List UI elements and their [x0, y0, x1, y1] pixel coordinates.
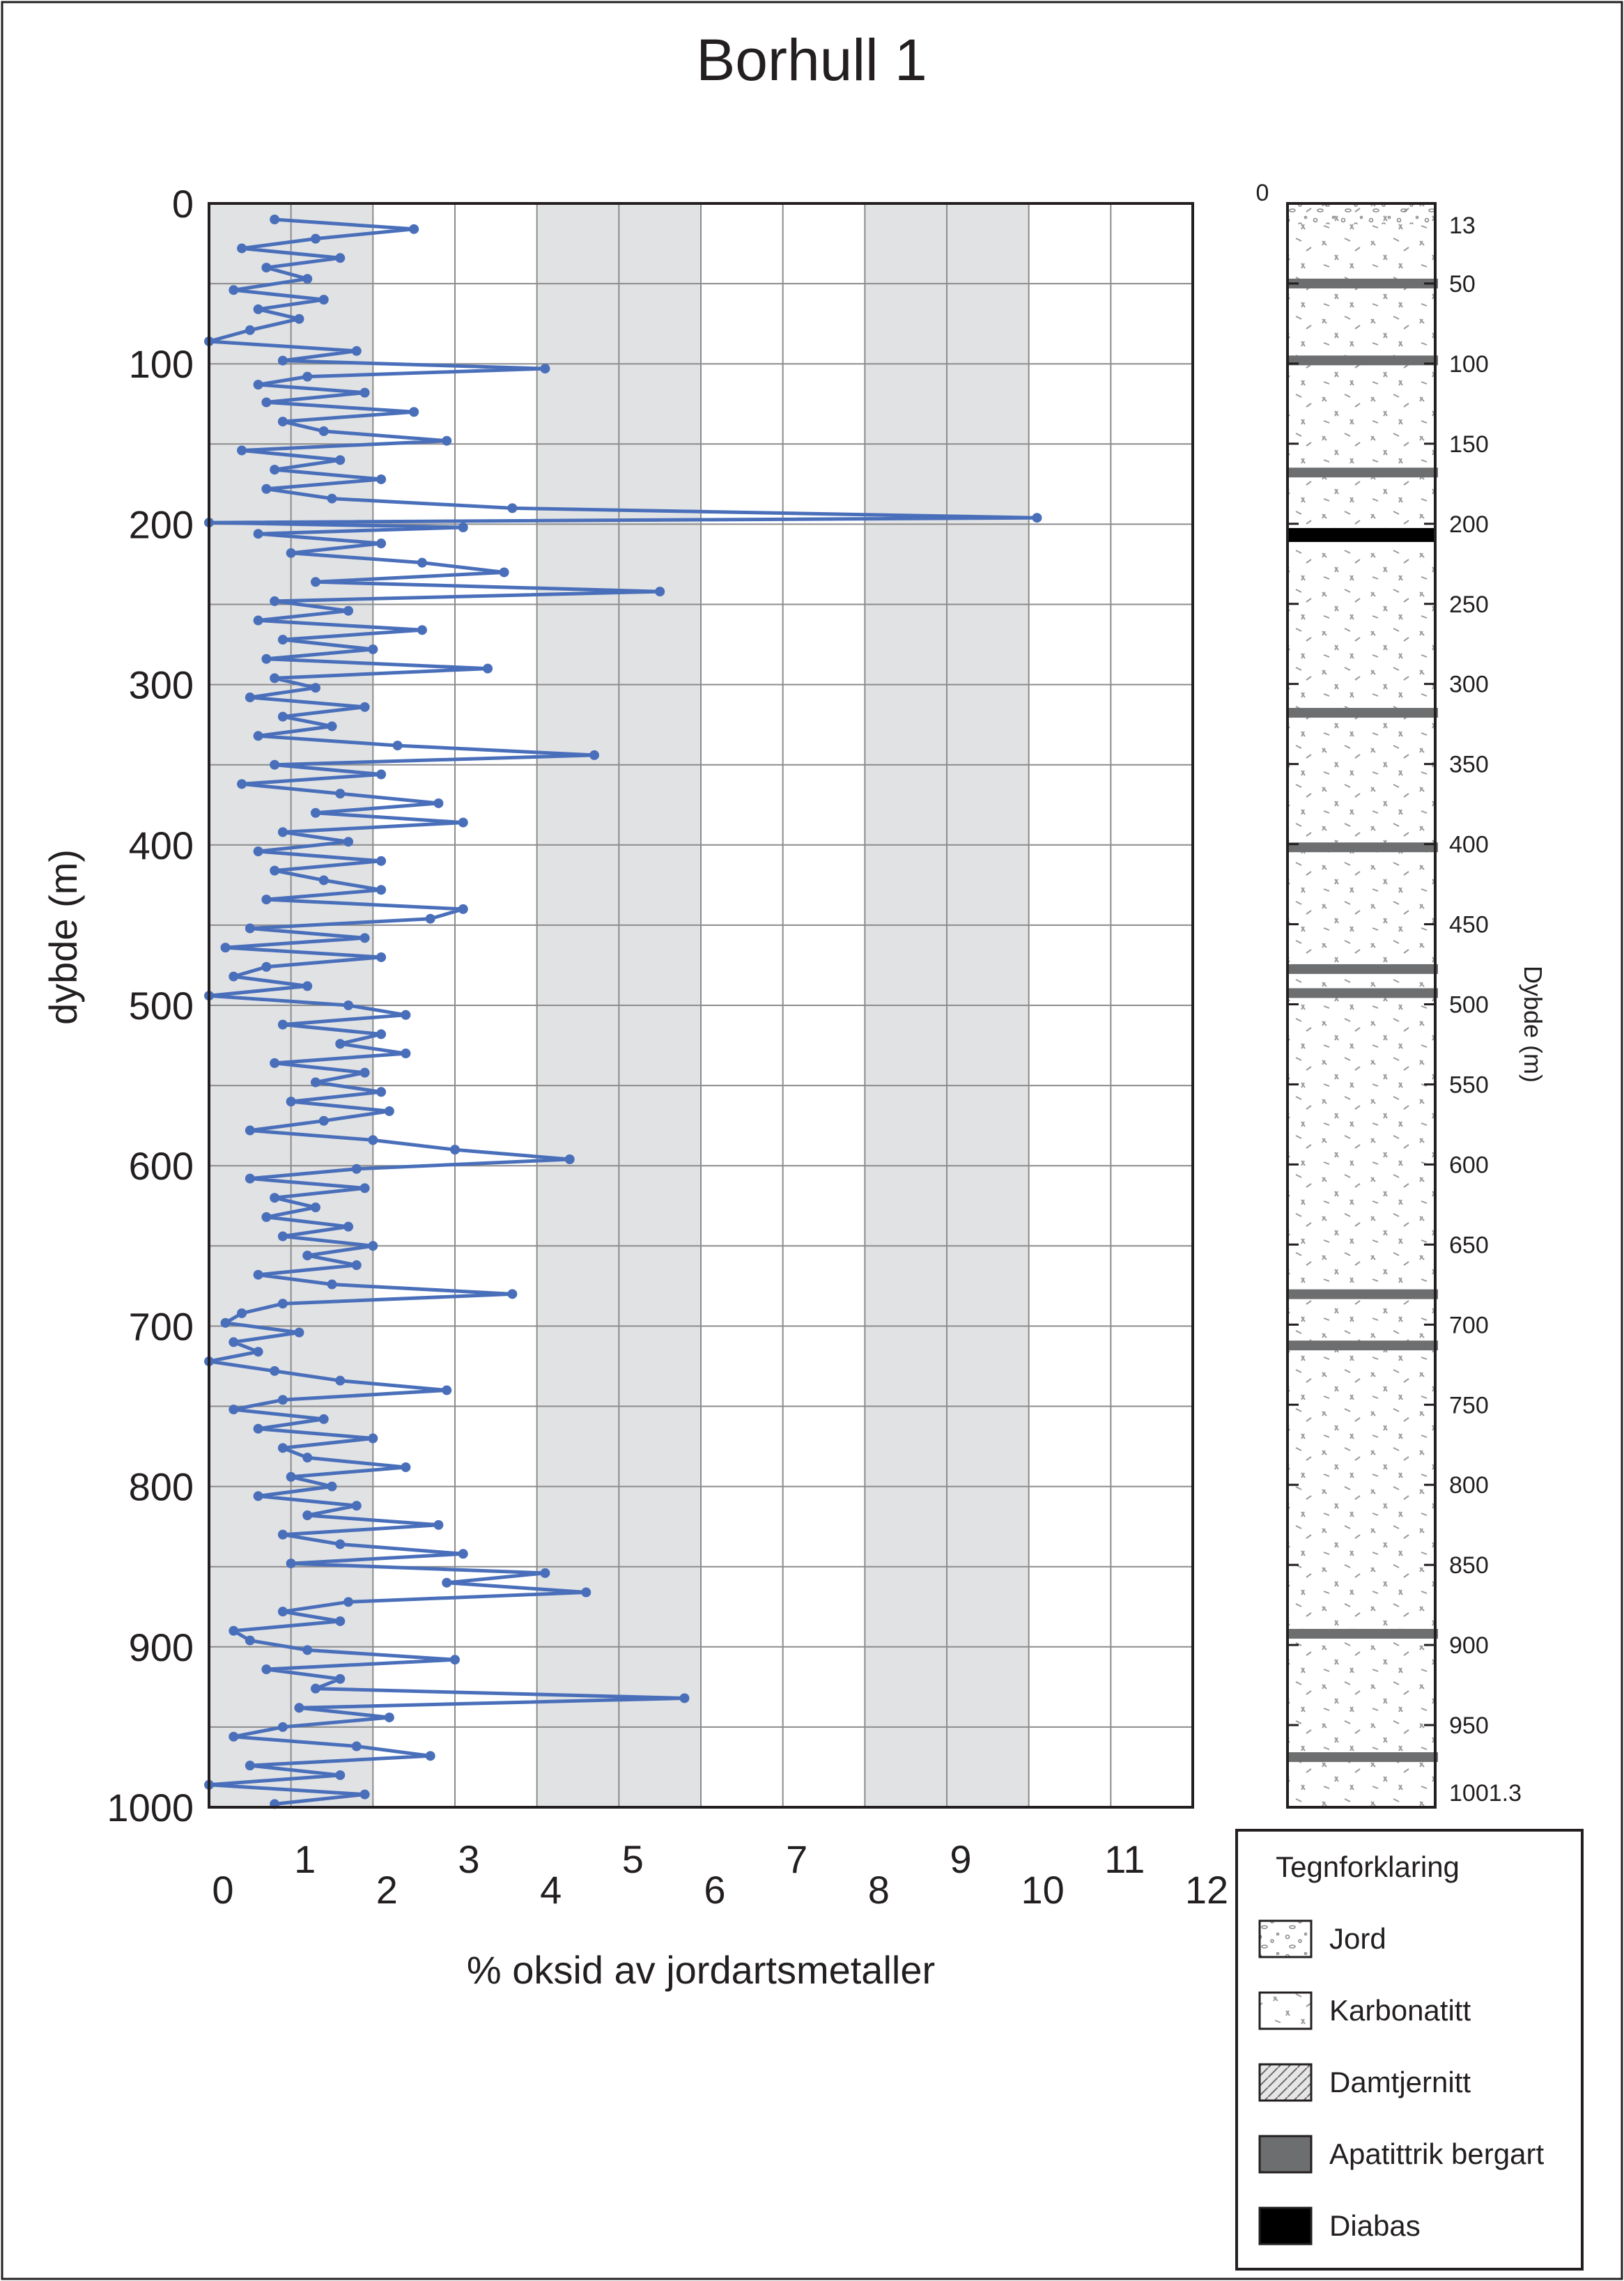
data-point	[270, 596, 279, 606]
data-point	[261, 1212, 271, 1222]
data-point	[245, 1761, 255, 1770]
data-point	[360, 933, 370, 943]
x-tick-label: 3	[458, 1837, 480, 1881]
data-point	[286, 1559, 296, 1568]
data-point	[507, 1289, 517, 1299]
data-point	[319, 295, 329, 304]
legend-swatch-apatitt	[1260, 2136, 1311, 2172]
data-point	[302, 1453, 312, 1462]
data-point	[376, 539, 386, 548]
x-tick-label: 1	[294, 1837, 316, 1881]
data-point	[229, 1626, 238, 1636]
data-point	[311, 1203, 320, 1212]
column-depth-label: 300	[1449, 671, 1489, 698]
data-point	[278, 1299, 288, 1308]
data-point	[229, 1732, 238, 1742]
data-point	[335, 1539, 345, 1549]
data-point	[294, 1703, 304, 1712]
data-point	[426, 914, 435, 924]
data-point	[343, 837, 353, 846]
data-point	[433, 1520, 443, 1530]
data-point	[229, 972, 238, 982]
data-point	[335, 253, 345, 263]
data-point	[270, 866, 279, 876]
data-point	[278, 417, 288, 426]
data-point	[270, 1193, 279, 1203]
data-point	[483, 664, 493, 674]
data-point	[261, 484, 271, 494]
column-depth-label: 600	[1449, 1152, 1489, 1179]
data-point	[311, 577, 320, 587]
data-point	[229, 1337, 238, 1347]
data-point	[254, 1424, 263, 1434]
data-point	[458, 904, 468, 914]
y-tick-label: 600	[128, 1144, 194, 1189]
data-point	[1032, 513, 1042, 523]
data-point	[327, 1280, 337, 1290]
apatite-band	[1287, 1629, 1438, 1639]
data-point	[237, 1308, 247, 1318]
data-point	[335, 789, 345, 798]
y-axis-label: dybde (m)	[41, 849, 85, 1026]
data-point	[500, 567, 509, 577]
column-depth-label: 750	[1449, 1392, 1489, 1419]
x-tick-label: 9	[950, 1837, 972, 1881]
x-tick-labels	[212, 1837, 1228, 1912]
legend-label: Diabas	[1329, 2209, 1421, 2242]
data-point	[261, 895, 271, 904]
data-point	[376, 1029, 386, 1039]
data-point	[311, 683, 320, 693]
data-point	[237, 243, 247, 253]
x-tick-label: 6	[704, 1868, 726, 1912]
data-point	[311, 1077, 320, 1087]
x-tick-label: 7	[786, 1837, 808, 1881]
data-point	[286, 1472, 296, 1482]
data-point	[302, 372, 312, 382]
data-point	[335, 1674, 345, 1684]
apatite-band	[1287, 467, 1438, 477]
x-tick-label: 10	[1021, 1868, 1065, 1912]
data-point	[368, 644, 378, 654]
apatite-band	[1287, 1340, 1438, 1350]
data-point	[376, 1087, 386, 1097]
data-point	[221, 943, 231, 952]
column-depth-label: 500	[1449, 991, 1489, 1019]
apatite-band	[1287, 1290, 1438, 1299]
chart-title: Borhull 1	[696, 27, 927, 93]
y-tick-label: 100	[128, 342, 194, 387]
data-point	[360, 1068, 370, 1078]
legend-swatch-diabas	[1260, 2208, 1311, 2244]
data-point	[270, 215, 279, 224]
data-point	[302, 1251, 312, 1260]
data-point	[409, 224, 419, 234]
y-tick-label: 500	[128, 984, 194, 1028]
legend-label: Karbonatitt	[1329, 1994, 1471, 2027]
x-tick-label: 8	[867, 1868, 890, 1912]
data-point	[343, 1222, 353, 1232]
y-tick-label: 300	[128, 663, 194, 707]
data-point	[393, 741, 403, 750]
data-point	[368, 1434, 378, 1444]
column-depth-label: 150	[1449, 431, 1489, 458]
data-point	[261, 397, 271, 407]
data-point	[261, 962, 271, 972]
data-point	[335, 1770, 345, 1780]
column-depth-label: 50	[1449, 270, 1476, 297]
data-point	[401, 1049, 410, 1058]
data-point	[540, 364, 550, 373]
y-tick-label: 800	[128, 1464, 194, 1509]
data-point	[360, 1183, 370, 1193]
data-point	[311, 808, 320, 818]
apatite-band	[1287, 842, 1438, 852]
data-point	[245, 693, 255, 702]
x-tick-label: 2	[376, 1868, 398, 1912]
column-depth-label: 950	[1449, 1712, 1489, 1740]
diabase-band	[1287, 528, 1435, 542]
data-point	[376, 952, 386, 962]
column-depth-label: 700	[1449, 1312, 1489, 1339]
data-point	[270, 465, 279, 474]
legend-label: Apatittrik bergart	[1329, 2137, 1545, 2170]
data-point	[385, 1712, 394, 1722]
data-point	[352, 1260, 362, 1270]
data-point	[237, 779, 247, 789]
x-tick-label: 0	[212, 1868, 234, 1912]
column-depth-label: 0	[1255, 180, 1269, 206]
data-point	[278, 1443, 288, 1453]
data-point	[261, 654, 271, 664]
data-point	[302, 981, 312, 991]
x-tick-label: 5	[621, 1837, 644, 1881]
data-point	[270, 673, 279, 683]
data-point	[442, 1578, 451, 1588]
legend-swatch-damtjernitt	[1260, 2064, 1311, 2101]
data-point	[302, 274, 312, 284]
data-point	[385, 1106, 394, 1116]
data-point	[450, 1145, 460, 1154]
y-tick-label: 0	[171, 182, 194, 226]
y-tick-label: 1000	[107, 1786, 194, 1830]
data-point	[442, 1385, 451, 1395]
data-point	[278, 1395, 288, 1405]
data-point	[565, 1154, 575, 1164]
data-point	[401, 1462, 410, 1472]
data-point	[319, 1414, 329, 1424]
column-body	[1287, 203, 1435, 1807]
y-tick-label: 200	[128, 502, 194, 547]
data-point	[286, 1097, 296, 1106]
data-point	[237, 446, 247, 456]
data-point	[302, 1645, 312, 1655]
y-tick-label: 400	[128, 823, 194, 867]
data-point	[254, 304, 263, 314]
data-point	[270, 760, 279, 770]
y-tick-label: 900	[128, 1625, 194, 1669]
data-point	[278, 1722, 288, 1732]
data-point	[278, 356, 288, 366]
legend-title: Tegnforklaring	[1276, 1850, 1460, 1883]
x-tick-label: 4	[540, 1868, 562, 1912]
data-point	[376, 474, 386, 484]
apatite-band	[1287, 355, 1438, 365]
column-depth-label: 650	[1449, 1232, 1489, 1259]
data-point	[278, 1607, 288, 1616]
column-depth-label: 800	[1449, 1472, 1489, 1499]
data-point	[311, 234, 320, 244]
data-point	[327, 1482, 337, 1492]
data-point	[343, 606, 353, 616]
data-point	[417, 558, 427, 568]
column-soil-layer	[1287, 203, 1435, 224]
data-point	[507, 503, 517, 513]
data-point	[335, 1039, 345, 1049]
data-point	[294, 1328, 304, 1338]
data-point	[540, 1568, 550, 1578]
apatite-band	[1287, 988, 1438, 998]
data-point	[376, 856, 386, 866]
data-point	[327, 494, 337, 504]
legend-swatch-jord	[1260, 1921, 1311, 1957]
legend-box	[1237, 1830, 1582, 2269]
legend	[1237, 1830, 1582, 2269]
data-point	[368, 1241, 378, 1251]
legend-swatch-karbonatitt	[1260, 1993, 1311, 2029]
data-point	[433, 798, 443, 808]
data-point	[458, 818, 468, 828]
data-point	[294, 314, 304, 324]
data-point	[278, 827, 288, 837]
data-point	[311, 1684, 320, 1694]
data-point	[245, 1636, 255, 1646]
data-point	[245, 1174, 255, 1184]
data-point	[319, 1116, 329, 1126]
data-point	[254, 529, 263, 539]
column-depth-label: 900	[1449, 1632, 1489, 1660]
data-point	[278, 712, 288, 722]
data-point	[221, 1318, 231, 1328]
data-point	[254, 731, 263, 741]
data-point	[376, 770, 386, 780]
column-depth-label: 250	[1449, 591, 1489, 618]
data-point	[319, 875, 329, 885]
data-point	[254, 380, 263, 389]
data-point	[352, 1164, 362, 1174]
main-chart	[41, 182, 1228, 1992]
data-point	[254, 1270, 263, 1280]
y-tick-label: 700	[128, 1304, 194, 1349]
lithology-column	[1256, 180, 1547, 1807]
data-point	[360, 702, 370, 712]
data-point	[335, 1376, 345, 1386]
column-depth-label: 1001.3	[1449, 1780, 1522, 1807]
data-point	[302, 1510, 312, 1520]
data-point	[458, 1549, 468, 1559]
x-axis-label: % oksid av jordartsmetaller	[466, 1948, 936, 1992]
apatite-band	[1287, 1752, 1438, 1762]
data-point	[352, 1742, 362, 1752]
column-axis-label: Dybde (m)	[1519, 965, 1547, 1083]
column-depth-label: 200	[1449, 511, 1489, 538]
data-point	[245, 325, 255, 335]
data-point	[409, 407, 419, 417]
column-depth-label: 13	[1449, 212, 1476, 239]
data-point	[286, 548, 296, 558]
data-point	[254, 1491, 263, 1501]
data-point	[655, 587, 665, 596]
data-point	[278, 1020, 288, 1030]
apatite-band	[1287, 964, 1438, 974]
data-point	[450, 1655, 460, 1664]
x-tick-label: 11	[1104, 1837, 1145, 1881]
data-point	[368, 1135, 378, 1145]
data-point	[442, 436, 451, 446]
data-point	[270, 1058, 279, 1068]
legend-label: Jord	[1329, 1922, 1386, 1955]
data-point	[335, 455, 345, 465]
data-point	[360, 1790, 370, 1800]
column-depth-label: 450	[1449, 911, 1489, 938]
data-point	[278, 635, 288, 644]
data-point	[245, 924, 255, 934]
data-point	[352, 1501, 362, 1510]
data-point	[335, 1616, 345, 1626]
data-point	[458, 523, 468, 532]
data-point	[343, 1597, 353, 1607]
column-depth-label: 400	[1449, 831, 1489, 858]
column-depth-label: 350	[1449, 751, 1489, 778]
data-point	[360, 388, 370, 398]
data-point	[278, 1231, 288, 1241]
column-depth-label: 550	[1449, 1072, 1489, 1099]
column-depth-label: 100	[1449, 350, 1489, 378]
data-point	[679, 1693, 689, 1703]
data-point	[254, 616, 263, 626]
data-point	[376, 885, 386, 895]
data-point	[229, 285, 238, 295]
data-point	[278, 1530, 288, 1540]
data-point	[245, 1126, 255, 1136]
data-point	[581, 1588, 591, 1598]
y-tick-labels	[107, 182, 194, 1830]
data-point	[261, 263, 271, 272]
apatite-band	[1287, 708, 1438, 718]
data-point	[254, 1347, 263, 1356]
data-point	[352, 346, 362, 356]
data-point	[426, 1751, 435, 1761]
column-depth-label: 850	[1449, 1552, 1489, 1579]
data-point	[229, 1405, 238, 1414]
legend-label: Damtjernitt	[1329, 2066, 1471, 2098]
data-point	[327, 721, 337, 731]
data-point	[261, 1664, 271, 1674]
x-tick-label: 12	[1184, 1868, 1229, 1912]
data-point	[343, 1000, 353, 1010]
data-point	[270, 1366, 279, 1376]
data-point	[417, 625, 427, 635]
data-point	[589, 750, 599, 760]
data-point	[254, 846, 263, 856]
apatite-band	[1287, 279, 1438, 288]
data-point	[319, 426, 329, 436]
data-point	[401, 1010, 410, 1020]
